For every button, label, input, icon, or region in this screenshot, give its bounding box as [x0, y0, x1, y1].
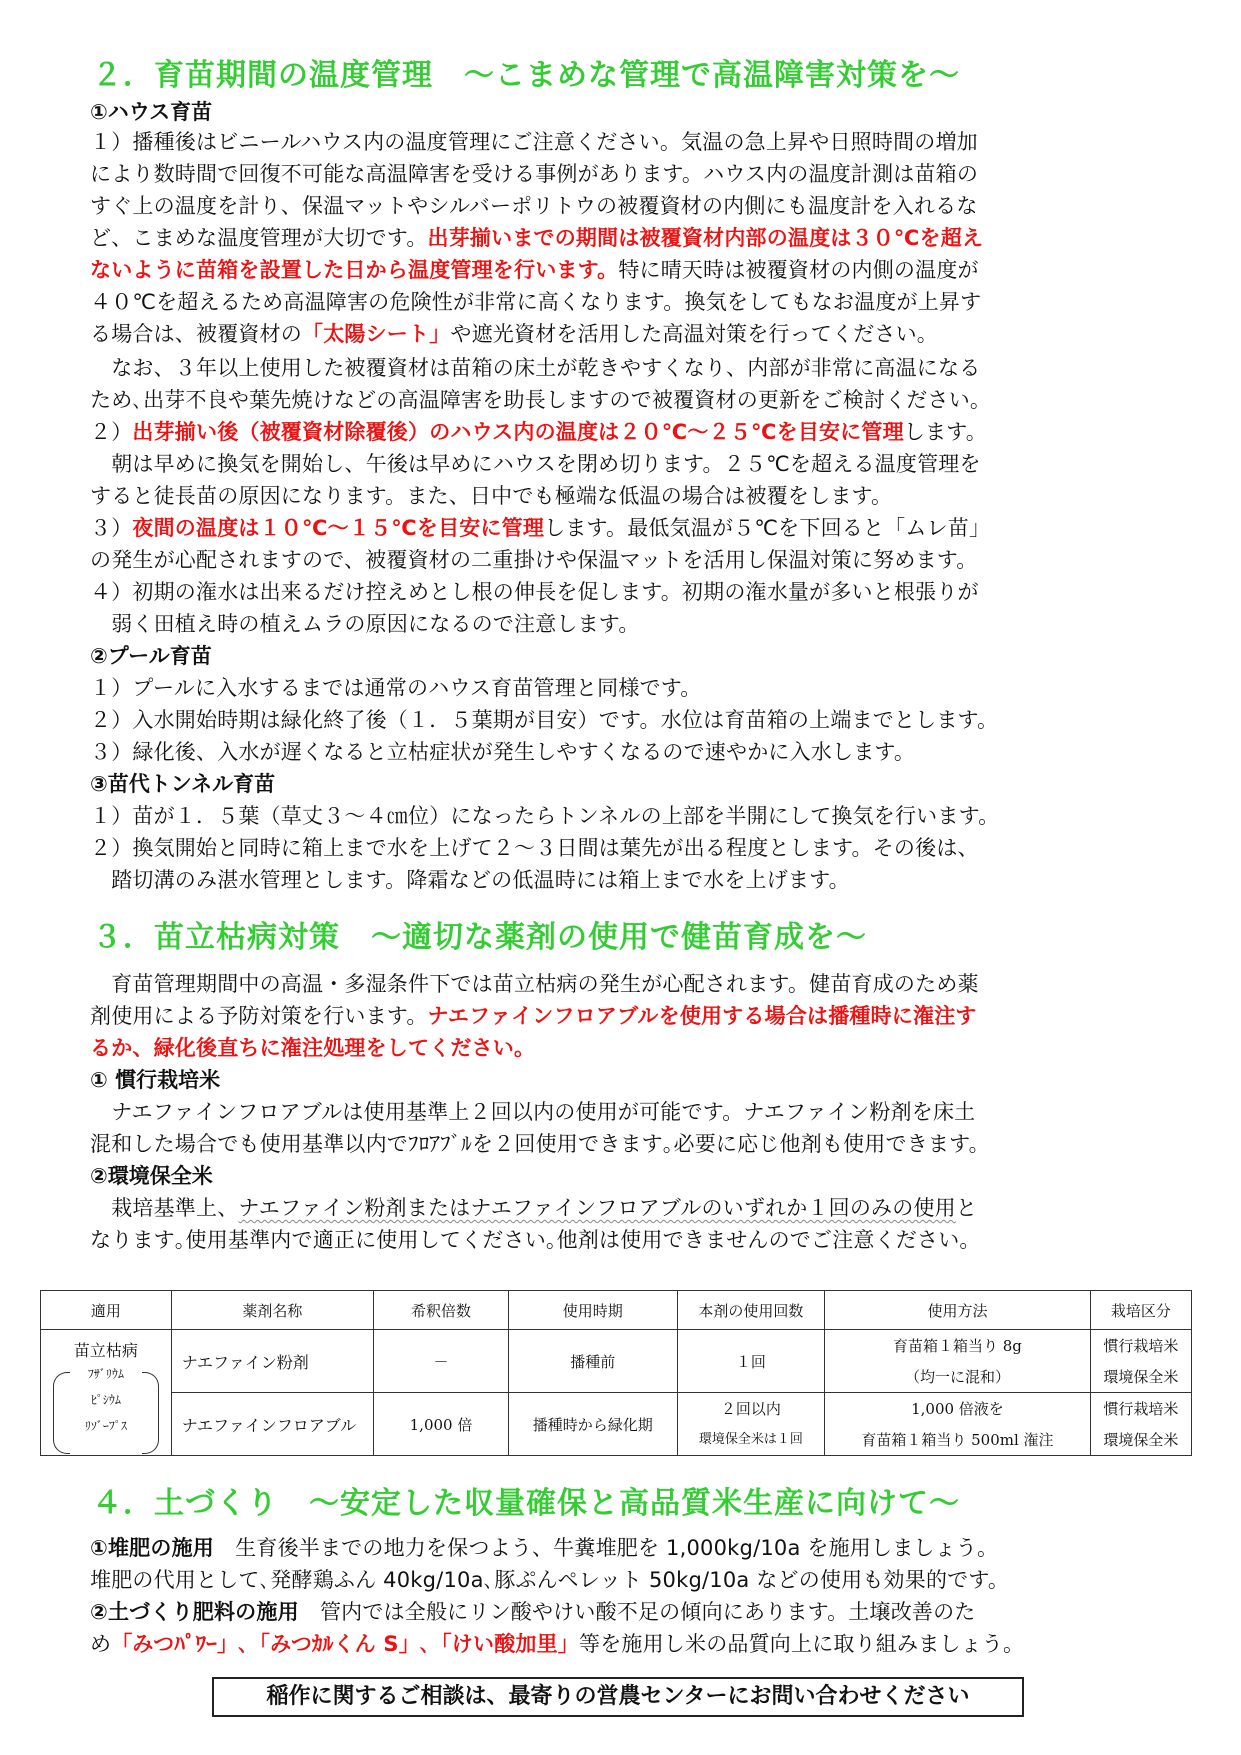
method-line: （均一に混和） [904, 1367, 1010, 1386]
category-line: 慣行栽培米 [1103, 1399, 1179, 1418]
text-plain: 剤使用による予防対策を行います。 [90, 1004, 428, 1028]
pathogen: ﾌｻﾞﾘｳﾑ [87, 1367, 124, 1381]
table-row [41, 1330, 1192, 1393]
left-bracket [53, 1372, 70, 1454]
soil-heading: ②土づくり肥料の施用 [90, 1600, 299, 1624]
emphasis-text: ないように苗箱を設置した日から温度管理を行います。 [90, 258, 619, 282]
section-4-title: ４．土づくり ～安定した収量確保と高品質米生産に向けて～ [92, 1486, 960, 1521]
col-header: 希釈倍数 [374, 1291, 509, 1330]
text-plain: 等を施用し米の品質向上に取り組みましょう。 [579, 1632, 1025, 1656]
method-line: 育苗箱１箱当り 500ml 潅注 [861, 1430, 1054, 1449]
soil-line [90, 1628, 1024, 1658]
house-p1-line [90, 222, 983, 252]
table-header-row [41, 1291, 1192, 1330]
dilution: 1,000 倍 [374, 1393, 509, 1456]
pool-nursery-heading: ②プール育苗 [90, 644, 212, 668]
eco-line: なります｡使用基準内で適正に使用してください｡他剤は使用できませんのでご注意ください。 [90, 1228, 981, 1252]
section-2-title: ２．育苗期間の温度管理 ～こまめな管理で高温障害対策を～ [92, 58, 960, 93]
house-p1-line: １）播種後はビニールハウス内の温度管理にご注意ください。気温の急上昇や日照時間の増加 [90, 130, 978, 154]
tunnel-line: ２）換気開始と同時に箱上まで水を上げて２～３日間は葉先が出る程度とします。その後は、 [90, 836, 979, 860]
section-3-intro [90, 1000, 977, 1030]
tunnel-nursery-heading: ③苗代トンネル育苗 [90, 772, 276, 796]
col-header: 適用 [41, 1291, 172, 1330]
use-count [677, 1393, 825, 1456]
category-line: 環境保全米 [1103, 1430, 1179, 1449]
method [825, 1330, 1091, 1393]
product-name: ナエファイン粉剤 [171, 1330, 373, 1393]
house-p4-line: 弱く田植え時の植えムラの原因になるので注意します。 [90, 612, 640, 636]
pool-line: １）プールに入水するまでは通常のハウス育苗管理と同様です。 [90, 676, 702, 700]
product-name: ナエファインフロアブル [171, 1393, 373, 1456]
underlined-text: ナエファイン粉剤またはナエファインフロアブルのいずれか１回のみの使用 [238, 1196, 956, 1220]
dilution: － [374, 1330, 509, 1393]
col-header: 本剤の使用回数 [677, 1291, 825, 1330]
method-line: 育苗箱１箱当り 8g [893, 1336, 1022, 1355]
tunnel-line: １）苗が１．５葉（草丈３～４㎝位）になったらトンネルの上部を半開にして換気を行います。 [90, 804, 1000, 828]
text-plain: や遮光資材を活用した高温対策を行ってください。 [450, 322, 939, 346]
category-line: 環境保全米 [1103, 1367, 1179, 1386]
tunnel-line: 踏切溝のみ湛水管理とします。降霜などの低温時には箱上まで水を上げます。 [90, 868, 850, 892]
house-p1-line [90, 254, 979, 284]
text-plain: 栽培基準上、 [90, 1196, 239, 1220]
house-p1-line: ４０℃を超えるため高温障害の危険性が非常に高くなります。換気をしてもなお温度が上昇す [90, 290, 982, 314]
item-number: ３） [90, 516, 133, 540]
house-p1-line: ため､出芽不良や葉先焼けなどの高温障害を助長しますので被覆資材の更新をご検討ください。 [90, 388, 992, 412]
category [1090, 1330, 1191, 1393]
house-nursery-heading: ①ハウス育苗 [90, 100, 213, 124]
text-plain: と [955, 1196, 978, 1220]
emphasis-text: ナエファインフロアブルを使用する場合は播種時に潅注す [427, 1004, 977, 1028]
col-header: 使用方法 [825, 1291, 1091, 1330]
text-plain: め [90, 1632, 112, 1656]
pathogen: ﾘｿﾞｰﾌﾟｽ [84, 1419, 127, 1433]
text-plain: ど、こまめな温度管理が大切です。 [90, 226, 428, 250]
emphasis-text: 出芽揃い後（被覆資材除覆後）のハウス内の温度は２０℃～２５℃を目安に管理 [132, 420, 904, 444]
house-p1-line [90, 318, 938, 348]
text-plain: します。最低気温が５℃を下回ると「ムレ苗」 [544, 516, 991, 540]
section-3-title: ３．苗立枯病対策 ～適切な薬剤の使用で健苗育成を～ [92, 920, 867, 955]
conventional-line: ナエファインフロアブルは使用基準上２回以内の使用が可能です。ナエファイン粉剤を床土 [90, 1100, 976, 1124]
house-p1-line: すぐ上の温度を計り、保温マットやシルバーポリトウの被覆資材の内側にも温度計を入れるな [90, 194, 978, 218]
right-bracket [142, 1372, 159, 1454]
emphasis-text: 「太陽シート」 [302, 322, 451, 346]
conventional-rice-heading: ① 慣行栽培米 [90, 1068, 221, 1092]
fungicide-table [40, 1290, 1192, 1456]
section-3-intro: 育苗管理期間中の高温・多湿条件下では苗立枯病の発生が心配されます。健苗育成のため薬 [90, 972, 979, 996]
pool-line: ３）緑化後、入水が遅くなると立枯症状が発生しやすくなるので速やかに入水します。 [90, 740, 916, 764]
timing: 播種時から緑化期 [508, 1393, 677, 1456]
col-header: 栽培区分 [1090, 1291, 1191, 1330]
emphasis-text: 夜間の温度は１０℃～１５℃を目安に管理 [132, 516, 545, 540]
pool-line: ２）入水開始時期は緑化終了後（１．５葉期が目安）です。水位は育苗箱の上端までとします。 [90, 708, 999, 732]
house-p1-line: により数時間で回復不可能な高温障害を受ける事例があります。ハウス内の温度計測は苗箱の [90, 162, 979, 186]
count-line: ２回以内 [720, 1399, 781, 1418]
conventional-line: 混和した場合でも使用基準以内でﾌﾛｱﾌﾞﾙを２回使用できます｡必要に応じ他剤も使用できます。 [90, 1132, 990, 1156]
application-cell [41, 1330, 172, 1456]
text-plain: 管内では全般にリン酸やけい酸不足の傾向にあります。土壌改善のた [298, 1600, 976, 1624]
eco-line [90, 1192, 977, 1222]
emphasis-text: 出芽揃いまでの期間は被覆資材内部の温度は３０℃を超え [427, 226, 984, 250]
section-3-intro-emphasis: るか、緑化後直ちに潅注処理をしてください。 [90, 1036, 536, 1060]
text-plain: る場合は、被覆資材の [90, 322, 302, 346]
house-p4-line: ４）初期の潅水は出来るだけ控えめとし根の伸長を促します。初期の潅水量が多いと根張りが [90, 580, 979, 604]
emphasis-text: 「みつﾊﾟﾜｰ」､「みつｶﾙくん S」､「けい酸加里」 [111, 1632, 579, 1656]
pathogen: ﾋﾟｼｳﾑ [90, 1393, 121, 1407]
timing: 播種前 [508, 1330, 677, 1393]
item-number: ２） [90, 420, 133, 444]
compost-line: 堆肥の代用として､発酵鶏ふん 40kg/10a､豚ぷんペレット 50kg/10a などの使用も効果的です。 [90, 1568, 1010, 1592]
method-line: 1,000 倍液を [911, 1399, 1004, 1418]
method [825, 1393, 1091, 1456]
compost-heading: ①堆肥の施用 [90, 1536, 214, 1560]
text-plain: 生育後半までの地力を保つよう、牛糞堆肥を 1,000kg/10a を施用しましょう。 [213, 1536, 999, 1560]
count-line: 環境保全米は１回 [698, 1431, 803, 1447]
house-p2-line: すると徒長苗の原因になります。また、日中でも極端な低温の場合は被覆をします。 [90, 484, 893, 508]
house-p2-line: 朝は早めに換気を開始し、午後は早めにハウスを閉め切ります。２５℃を超える温度管理を [90, 452, 981, 476]
contact-notice-box: 稲作に関するご相談は、最寄りの営農センターにお問い合わせください [212, 1677, 1024, 1717]
compost-line [90, 1532, 998, 1562]
house-p3-line [90, 512, 990, 542]
category [1090, 1393, 1191, 1456]
col-header: 薬剤名称 [171, 1291, 373, 1330]
table-row [41, 1393, 1192, 1456]
text-plain: します。 [903, 420, 987, 444]
house-p3-line: の発生が心配されますので、被覆資材の二重掛けや保温マットを活用し保温対策に努めます。 [90, 548, 978, 572]
house-p2-line [90, 416, 987, 446]
eco-rice-heading: ②環境保全米 [90, 1164, 213, 1188]
use-count: １回 [677, 1330, 825, 1393]
text-plain: 特に晴天時は被覆資材の内側の温度が [618, 258, 979, 282]
soil-line [90, 1596, 976, 1626]
house-p1-line: なお、３年以上使用した被覆資材は苗箱の床土が乾きやすくなり、内部が非常に高温になる [90, 356, 981, 380]
col-header: 使用時期 [508, 1291, 677, 1330]
category-line: 慣行栽培米 [1103, 1336, 1179, 1355]
disease-name: 苗立枯病 [73, 1341, 138, 1360]
